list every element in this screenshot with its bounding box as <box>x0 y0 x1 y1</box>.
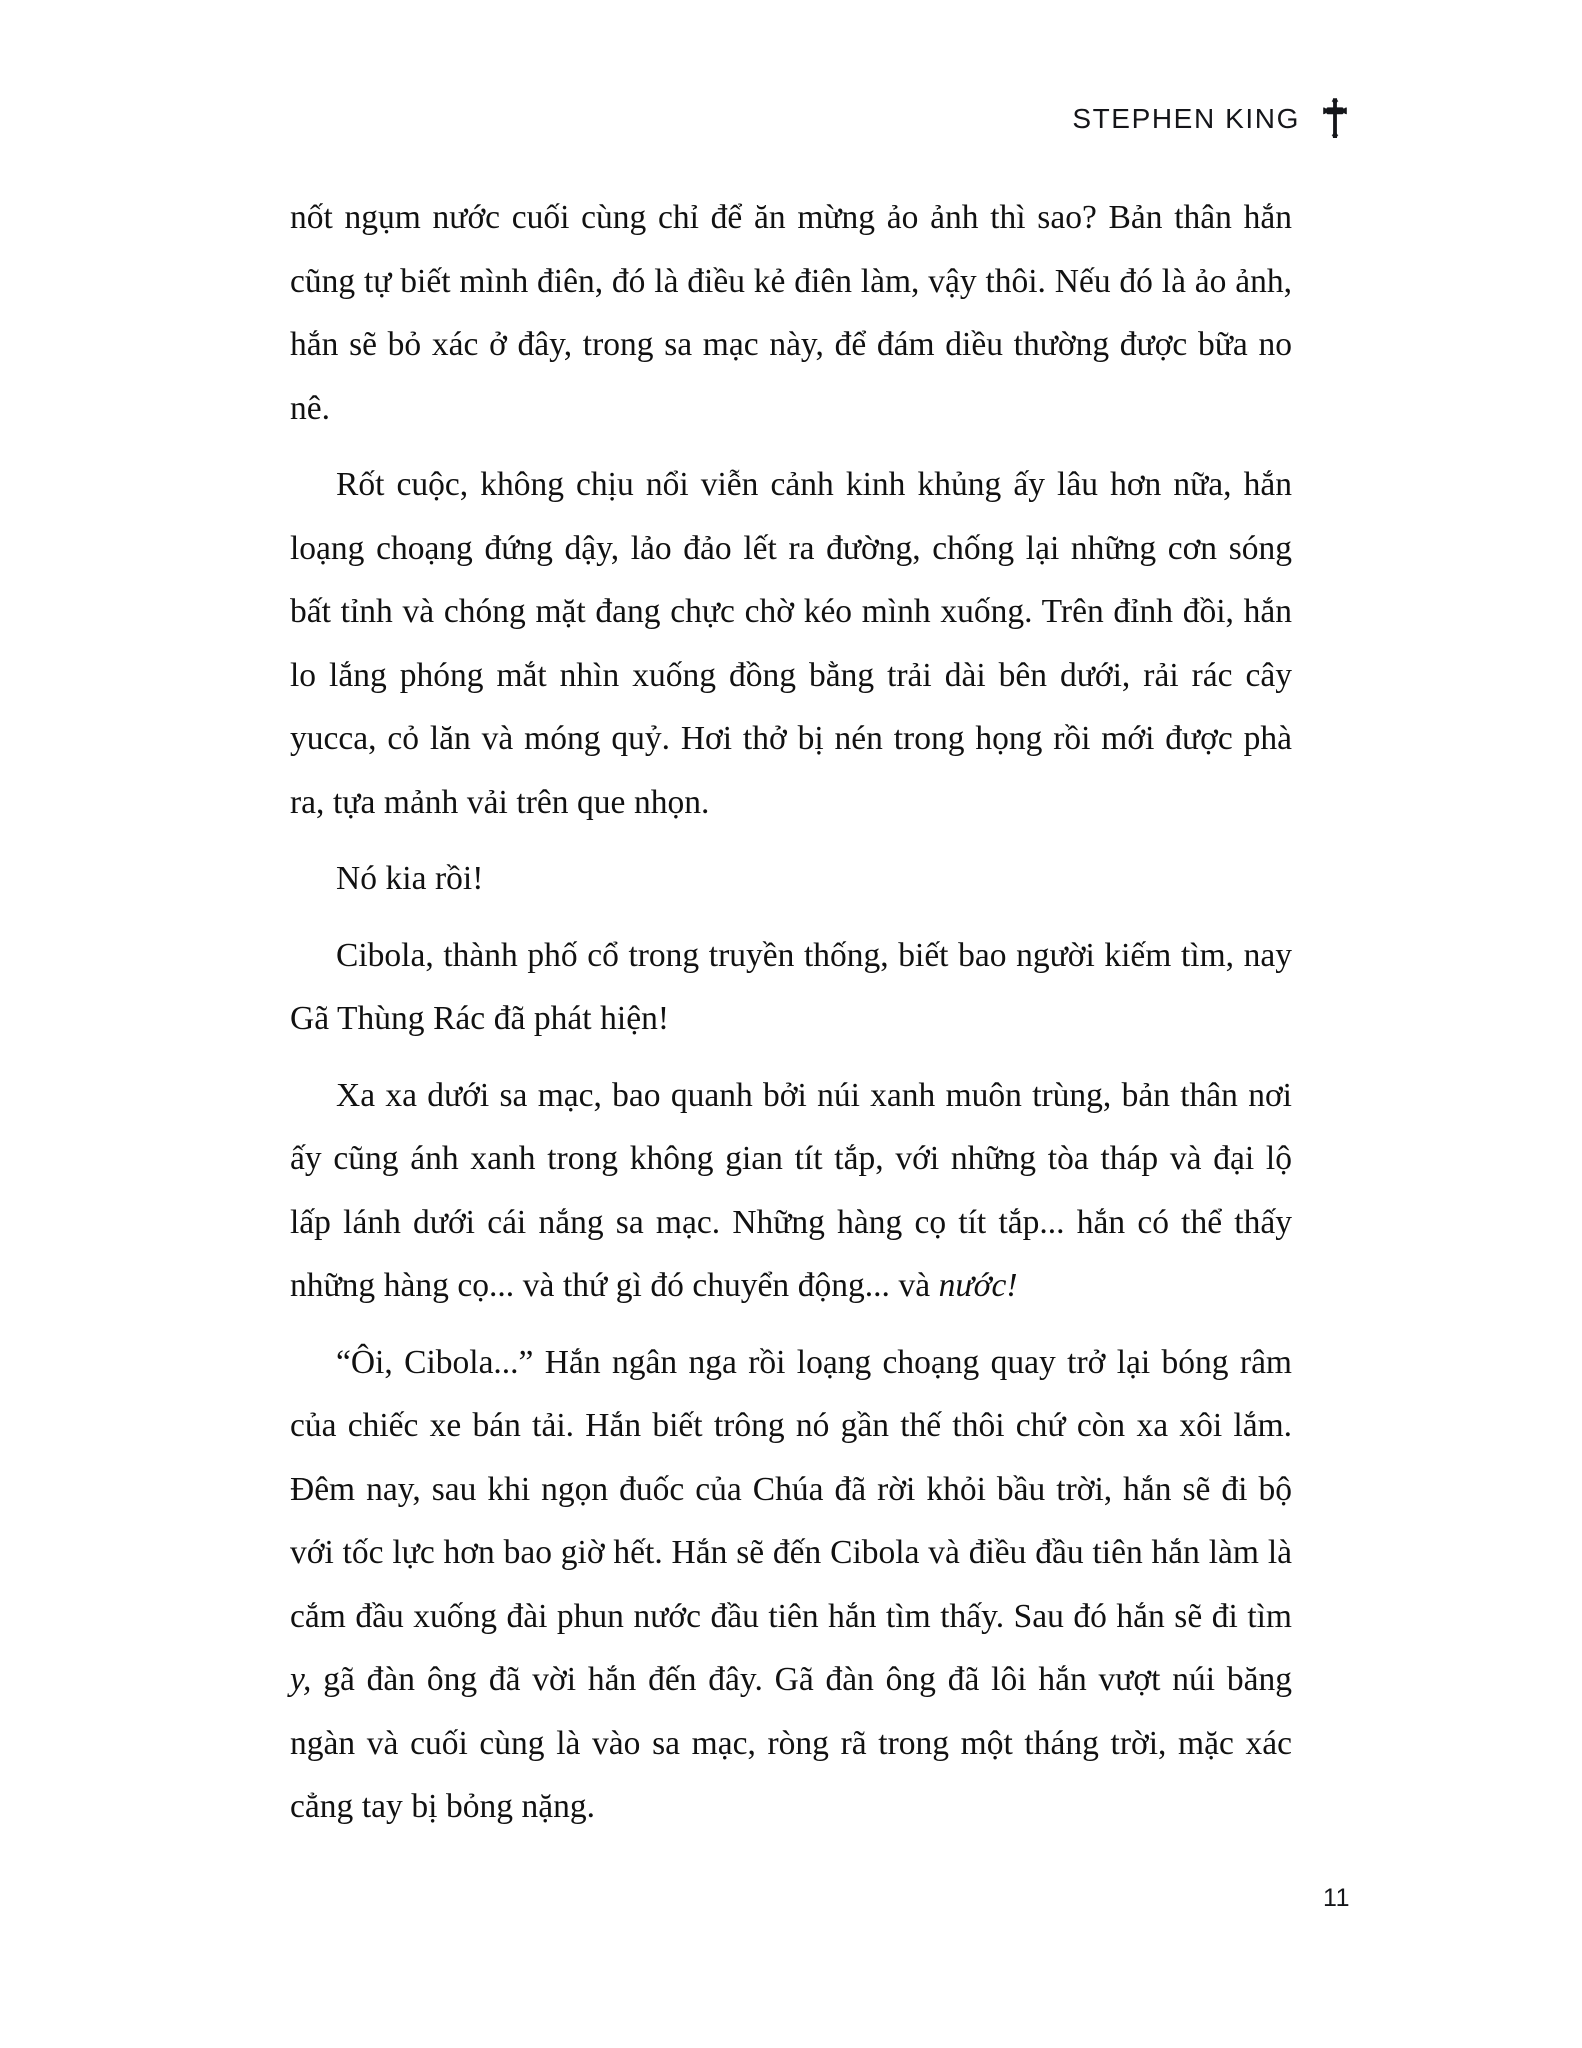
text-run: Xa xa dưới sa mạc, bao quanh bởi núi xanh muôn trùng, bản thân nơi ấy cũng ánh xanh trong không gian tít tắp, với những tòa tháp và đại lộ lấp lánh dưới cái nắng sa mạc. Những hàng cọ tít tắp... hắn có thể thấy những hàng cọ... và thứ gì đó chuyển động... và <box>290 1076 1292 1304</box>
paragraph <box>290 1331 1292 1839</box>
text-run: Rốt cuộc, không chịu nổi viễn cảnh kinh khủng ấy lâu hơn nữa, hắn loạng choạng đứng dậy, lảo đảo lết ra đường, chống lại những cơn sóng bất tỉnh và chóng mặt đang chực chờ kéo mình xuống. Trên đỉnh đồi, hắn lo lắng phóng mắt nhìn xuống đồng bằng trải dài bên dưới, rải rác cây yucca, cỏ lăn và móng quỷ. Hơi thở bị nén trong họng rồi mới được phà ra, tựa mảnh vải trên que nhọn. <box>290 466 1292 821</box>
paragraph <box>290 186 1292 440</box>
running-head <box>1072 96 1350 142</box>
text-run: Cibola, thành phố cổ trong truyền thống, biết bao người kiếm tìm, nay Gã Thùng Rác đã phát hiện! <box>290 936 1292 1037</box>
page-number: 11 <box>1323 1884 1350 1912</box>
emphasis-text: nước! <box>938 1267 1018 1304</box>
body-text <box>290 186 1292 1839</box>
text-run: nốt ngụm nước cuối cùng chỉ để ăn mừng ảo ảnh thì sao? Bản thân hắn cũng tự biết mình điên, đó là điều kẻ điên làm, vậy thôi. Nếu đó là ảo ảnh, hắn sẽ bỏ xác ở đây, trong sa mạc này, để đám diều thường được bữa no nê. <box>290 199 1292 427</box>
paragraph <box>290 924 1292 1051</box>
text-run: gã đàn ông đã vời hắn đến đây. Gã đàn ông đã lôi hắn vượt núi băng ngàn và cuối cùng là vào sa mạc, ròng rã trong một tháng trời, mặc xác cẳng tay bị bỏng nặng. <box>290 1661 1292 1825</box>
paragraph <box>290 847 1292 911</box>
cross-icon <box>1320 97 1350 141</box>
paragraph <box>290 1064 1292 1318</box>
emphasis-text: y, <box>290 1661 312 1698</box>
text-run: Nó kia rồi! <box>336 860 484 897</box>
text-run: “Ôi, Cibola...” Hắn ngân nga rồi loạng choạng quay trở lại bóng râm của chiếc xe bán tải. Hắn biết trông nó gần thế thôi chứ còn xa xôi lắm. Đêm nay, sau khi ngọn đuốc của Chúa đã rời khỏi bầu trời, hắn sẽ đi bộ với tốc lực hơn bao giờ hết. Hắn sẽ đến Cibola và điều đầu tiên hắn làm là cắm đầu xuống đài phun nước đầu tiên hắn tìm thấy. Sau đó hắn sẽ đi tìm <box>290 1343 1292 1635</box>
running-head-title: STEPHEN KING <box>1072 103 1300 134</box>
paragraph <box>290 453 1292 834</box>
